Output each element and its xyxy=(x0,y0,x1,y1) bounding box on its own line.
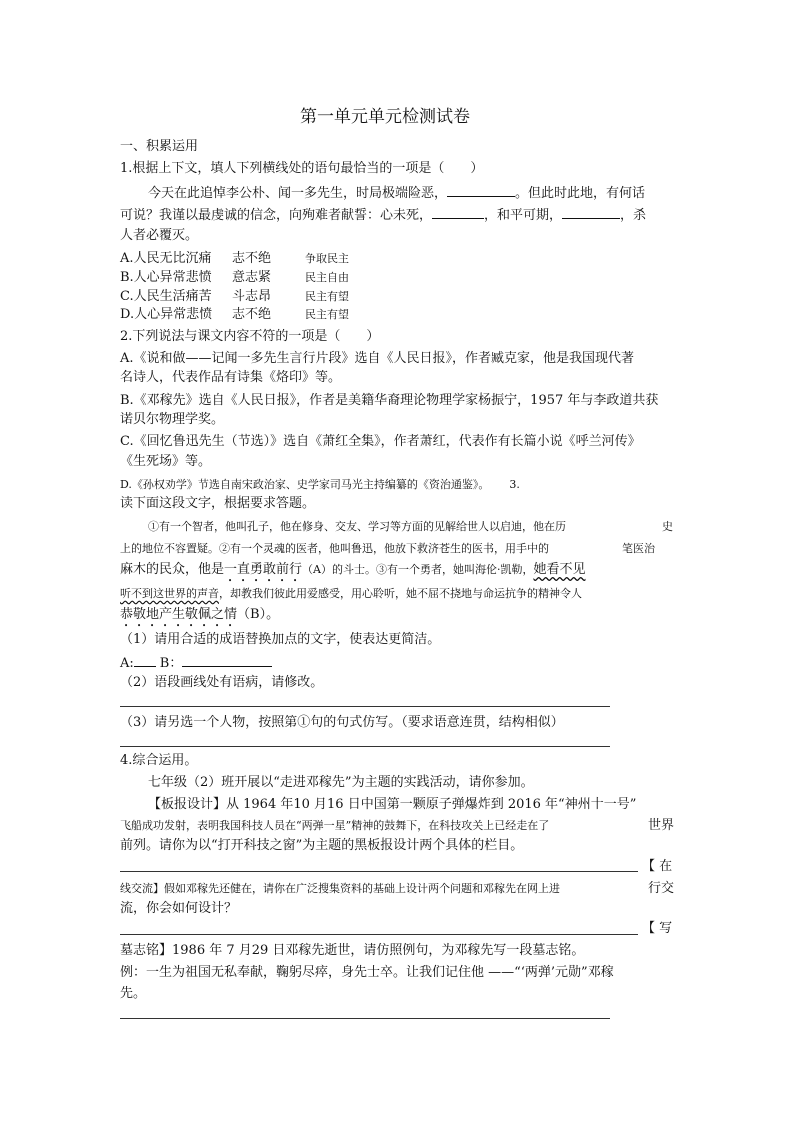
q3-sub2: （2）语段画线处有语病，请修改。 xyxy=(120,675,324,690)
answer-a-blank[interactable] xyxy=(134,653,156,667)
q4-board-line2: 飞船成功发射，表明我国科技人员在“两弹一星”精神的鼓舞下，在科技攻关上已经走在了 世界 xyxy=(120,818,675,833)
q1-option-d: D.人心异常悲愤 志不绝 民主有望 xyxy=(120,307,349,322)
q4-epitaph-example-end: 先。 xyxy=(120,986,147,1001)
q2-option-d: D.《孙权劝学》节选自南宋政治家、史学家司马光主持编纂的《资治通鉴》。 3. xyxy=(120,478,520,491)
q2-stem: 2.下列说法与课文内容不符的一项是（ ） xyxy=(120,329,380,344)
q3-sub1-answer[interactable]: A: B： xyxy=(120,653,272,673)
q1-option-c: C.人民生活痛苦 斗志昂 民主有望 xyxy=(120,289,349,304)
answer-line-online[interactable] xyxy=(120,934,638,935)
q3-sub3: （3）请另选一个人物，按照第①句的句式仿写。（要求语意连贯，结构相似） xyxy=(120,715,564,730)
answer-line-board[interactable] xyxy=(120,871,638,872)
q3-passage-line3: 麻木的民众，他是一直勇敢前行（A）的斗士。③有一个勇者，她叫海伦·凯勒，她看不见 xyxy=(120,562,586,577)
q3-passage-line1: ①有一个智者，他叫孔子，他在修身、交友、学习等方面的见解给世人以启迪，他在历 史 xyxy=(148,520,673,533)
q2-option-b-line2: 诺贝尔物理学奖。 xyxy=(120,412,225,427)
page-title: 第一单元单元检测试卷 xyxy=(300,107,470,127)
q1-stem: 1.根据上下文，填人下列横线处的语句最恰当的一项是（ ） xyxy=(120,161,484,176)
blank-3 xyxy=(562,205,620,219)
blank-1 xyxy=(447,183,515,197)
q1-passage-line1: 今天在此追悼李公朴、闻一多先生，时局极端险恶， 。但此时此地，有何话 xyxy=(148,183,645,203)
q1-option-a: A.人民无比沉痛 志不绝 争取民主 xyxy=(120,251,349,266)
dotted-phrase-b: 恭敬地产生敬佩之情 xyxy=(120,607,238,622)
q3-passage-line4: 听不到这世界的声音，却教我们彼此用爱感受，用心聆听，她不屈不挠地与命运抗争的精神令人 xyxy=(120,587,582,600)
q4-board-line3: 前列。请你为以“打开科技之窗”为主题的黑板报设计两个具体的栏目。 xyxy=(120,838,524,853)
q3-passage-line2: 上的地位不容置疑。②有一个灵魂的医者，他叫鲁迅，他放下救济苍生的医书，用手中的 笔医治 xyxy=(120,542,655,555)
q1-passage-line3: 人者必覆灭。 xyxy=(120,228,199,243)
answer-line-epitaph[interactable] xyxy=(120,1018,610,1019)
q4-epitaph-line1: 墓志铭】1986 年 7 月29 日邓稼先逝世，请仿照例句，为邓稼先写一段墓志铭。 xyxy=(120,943,585,958)
q1-passage-line2: 可说？我谨以最虔诚的信念，向殉难者献誓：心未死， ，和平可期， ，杀 xyxy=(120,205,646,225)
q4-intro: 七年级（2）班开展以“走进邓稼先”为主题的实践活动，请你参加。 xyxy=(148,775,534,790)
dotted-phrase-a: 一直勇敢前行 xyxy=(224,562,303,577)
q4-board-line1: 【板报设计】从 1964 年10 月16 日中国第一颗原子弹爆炸到 2016 年“神州十一号” xyxy=(148,797,637,812)
q2-option-a-line2: 名诗人，代表作品有诗集《烙印》等。 xyxy=(120,370,342,385)
q4-online-label-start: 【 在 xyxy=(642,859,673,874)
answer-line-sub2[interactable] xyxy=(120,706,610,707)
q4-epitaph-example: 例：一生为祖国无私奉献，鞠躬尽瘁，身先士卒。让我们记住他 ——“‘两弹’元勋”邓稼 xyxy=(120,965,614,980)
q3-passage-line5: 恭敬地产生敬佩之情（B）。 xyxy=(120,607,280,622)
q3-sub1: （1）请用合适的成语替换加点的文字，使表达更简洁。 xyxy=(120,632,441,647)
q1-option-b: B.人心异常悲愤 意志紧 民主自由 xyxy=(120,270,349,285)
q2-option-c-line2: 《生死场》等。 xyxy=(120,454,212,469)
underlined-phrase-1: 她看不见 xyxy=(533,562,586,577)
answer-b-blank[interactable] xyxy=(182,653,272,667)
q4-epitaph-label-start: 【 写 xyxy=(642,921,673,936)
answer-line-sub3[interactable] xyxy=(120,746,610,747)
blank-2 xyxy=(432,205,484,219)
section-heading: 一、积累运用 xyxy=(120,139,199,154)
q4-online-line1: 线交流】假如邓稼先还健在，请你在广泛搜集资料的基础上设计两个问题和邓稼先在网上进 行交 xyxy=(120,881,675,896)
q2-option-c-line1: C.《回忆鲁迅先生（节选）》选自《萧红全集》，作者萧红，代表作有长篇小说《呼兰河传》 xyxy=(120,434,641,449)
q3-intro: 读下面这段文字，根据要求答题。 xyxy=(120,496,316,511)
q2-option-b-line1: B.《邓稼先》选自《人民日报》，作者是美籍华裔理论物理学家杨振宁，1957 年与李政道共获 xyxy=(120,393,659,408)
underlined-phrase-2: 听不到这世界的声音 xyxy=(120,587,219,600)
q4-online-line2: 流，你会如何设计？ xyxy=(120,901,238,916)
q2-option-a-line1: A.《说和做——记闻一多先生言行片段》选自《人民日报》，作者臧克家，他是我国现代著 xyxy=(120,351,635,366)
q3-number: 3. xyxy=(509,478,520,491)
q4-heading: 4.综合运用。 xyxy=(120,753,198,768)
